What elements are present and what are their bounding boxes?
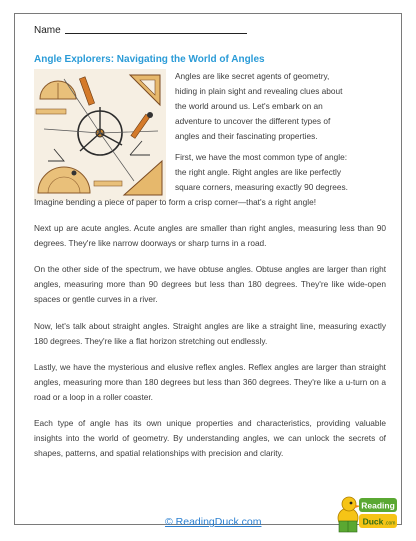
logo-text-com: .com xyxy=(384,520,396,527)
geometry-tools-illustration xyxy=(34,69,166,201)
worksheet-title: Angle Explorers: Navigating the World of Angles xyxy=(34,54,265,65)
right-angle-tail: Imagine bending a piece of paper to form a crisp corner—that's a right angle! xyxy=(34,197,316,207)
intro-line: angles and their fascinating properties. xyxy=(175,131,318,142)
right-angle-line: the right angle. Right angles are like perfectly xyxy=(175,167,342,178)
name-line[interactable] xyxy=(65,33,247,34)
readingduck-logo[interactable] xyxy=(335,488,399,536)
intro-line: the world around us. Let's embark on an xyxy=(175,101,323,112)
worksheet-page xyxy=(14,13,402,528)
straight-angle-paragraph: Now, let's talk about straight angles. Straight angles are like a straight line, measuring exactly 180 degrees. They're like a flat horizon stretching out endlessly. xyxy=(34,321,386,347)
right-angle-line: square corners, measuring exactly 90 degrees. xyxy=(175,182,348,193)
reflex-angle-paragraph: Lastly, we have the mysterious and elusive reflex angles. Reflex angles are larger than straight angles, measuring more than 180 degrees but less than 360 degrees. They're like a u-turn on a road or a loop in a roller coaster. xyxy=(34,362,386,403)
name-field-row xyxy=(34,25,247,36)
readingduck-link[interactable]: © ReadingDuck.com xyxy=(165,516,262,528)
name-label: Name xyxy=(34,25,61,36)
conclusion-paragraph: Each type of angle has its own unique properties and characteristics, providing valuable insights into the world of geometry. By understanding angles, we can unlock the secrets of shapes, patterns, and spatial relationships with precision and clarity. xyxy=(34,418,386,459)
acute-angle-paragraph: Next up are acute angles. Acute angles are smaller than right angles, measuring less than 90 degrees. They're like narrow doorways or sharp turns in a road. xyxy=(34,223,386,249)
intro-line: hiding in plain sight and revealing clues about xyxy=(175,86,343,97)
intro-line: adventure to uncover the different types of xyxy=(175,116,331,127)
obtuse-angle-paragraph: On the other side of the spectrum, we have obtuse angles. Obtuse angles are larger than right angles, measuring more than 90 degrees but less than 180 degrees. They're like wide-open spaces or gentle curves in a river. xyxy=(34,264,386,305)
right-angle-line: First, we have the most common type of angle: xyxy=(175,152,348,162)
right-angle-paragraph xyxy=(175,150,387,195)
intro-line: Angles are like secret agents of geometry, xyxy=(175,71,330,81)
logo-text-duck: Duck xyxy=(362,516,384,527)
logo-text-reading: Reading xyxy=(361,500,395,511)
intro-paragraph xyxy=(175,69,387,144)
